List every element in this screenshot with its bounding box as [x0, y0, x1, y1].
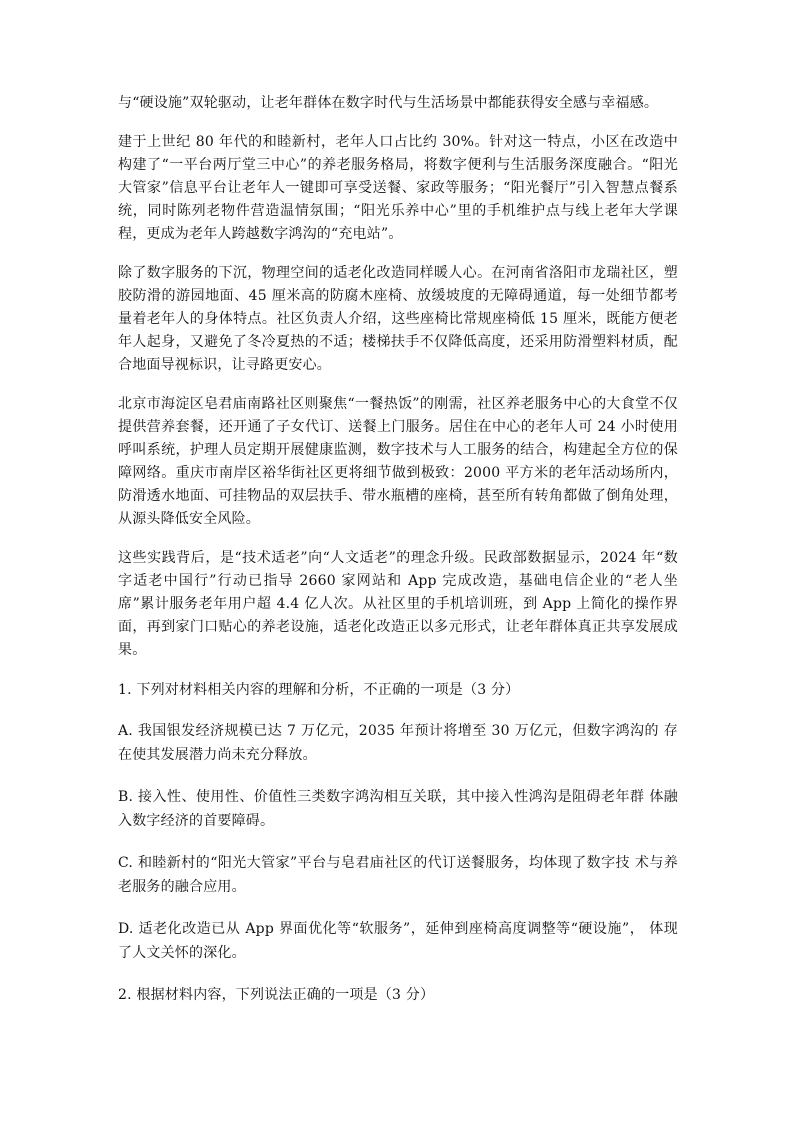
question-2-stem: 2. 根据材料内容，下列说法正确的一项是（3 分）: [118, 987, 435, 1003]
passage-paragraph-2: 建于上世纪 80 年代的和睦新村，老年人口占比约 30%。针对这一特点，小区在改造中构建了“一平台两厅堂三中心”的养老服务格局，将数字便利与生活服务深度融合。“阳光大管家”信息平台让老年人一键即可享受送餐、家政等服务；“阳光餐厅”引入智慧点餐系统，同时陈列老物件营造温情氛围；“阳光乐养中心”里的手机维护点与线上老年大学课程，更成为老年人跨越数字鸿沟的“充电站”。: [118, 134, 678, 242]
question-1-option-c: C. 和睦新村的“阳光大管家”平台与皂君庙社区的代订送餐服务，均体现了数字技 术与养老服务的融合应用。: [118, 855, 678, 895]
passage-paragraph-1: 与“硬设施”双轮驱动，让老年群体在数字时代与生活场景中都能获得安全感与幸福感。: [118, 95, 659, 111]
question-1-option-d: D. 适老化改造已从 App 界面优化等“软服务”，延伸到座椅高度调整等“硬设施”， 体现了人文关怀的深化。: [118, 921, 678, 961]
question-1-option-b: B. 接入性、使用性、价值性三类数字鸿沟相互关联，其中接入性鸿沟是阻碍老年群 体融入数字经济的首要障碍。: [118, 789, 678, 829]
passage-paragraph-4: 北京市海淀区皂君庙南路社区则聚焦“一餐热饭”的刚需，社区养老服务中心的大食堂不仅提供营养套餐，还开通了子女代订、送餐上门服务。居住在中心的老年人可 24 小时使用呼叫系统，护理人员定期开展健康监测，数字技术与人工服务的结合，构建起全方位的保障网络。重庆市南岸区裕华街社区更将细节做到极致：2000 平方米的老年活动场所内，防滑透水地面、可挂物品的双层扶手、带水瓶槽的座椅，甚至所有转角都做了倒角处理，从源头降低安全风险。: [118, 396, 678, 527]
question-1-option-a: A. 我国银发经济规模已达 7 万亿元，2035 年预计将增至 30 万亿元，但数字鸿沟的 存在使其发展潜力尚未充分释放。: [118, 723, 678, 763]
passage-paragraph-3: 除了数字服务的下沉，物理空间的适老化改造同样暖人心。在河南省洛阳市龙瑞社区，塑胶防滑的游园地面、45 厘米高的防腐木座椅、放缓坡度的无障碍通道，每一处细节都考量着老年人的身体特点。社区负责人介绍，这些座椅比常规座椅低 15 厘米，既能方便老年人起身，又避免了冬冷夏热的不适；楼梯扶手不仅降低高度，还采用防滑塑料材质，配合地面导视标识，让寻路更安心。: [118, 265, 678, 373]
document-page: [118, 92, 678, 1024]
passage-paragraph-5: 这些实践背后，是“技术适老”向“人文适老”的理念升级。民政部数据显示，2024 年“数字适老中国行”行动已指导 2660 家网站和 App 完成改造，基础电信企业的“老人坐席”累计服务老年用户超 4.4 亿人次。从社区里的手机培训班，到 App 上简化的操作界面，再到家门口贴心的养老设施，适老化改造正以多元形式，让老年群体真正共享发展成果。: [118, 550, 678, 658]
question-1-stem: 1. 下列对材料相关内容的理解和分析，不正确的一项是（3 分）: [118, 682, 520, 698]
